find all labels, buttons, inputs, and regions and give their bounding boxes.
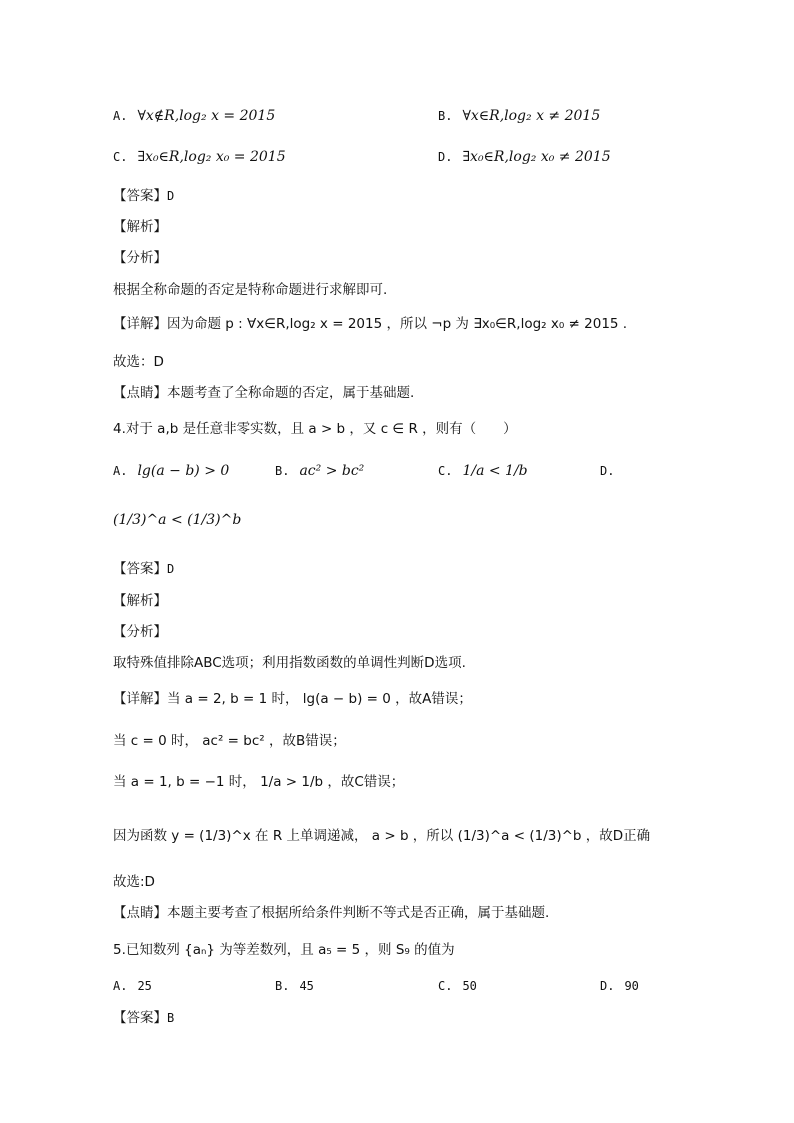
q5-option-c: C. 50 <box>438 979 477 993</box>
q3-answer: 【答案】D <box>113 188 175 204</box>
q4-fenxi-heading: 【分析】 <box>113 624 167 640</box>
q3-option-b-formula: ∀x∈R,log₂ x ≠ 2015 <box>462 108 601 124</box>
q4-dianjing: 【点睛】本题主要考查了根据所给条件判断不等式是否正确，属于基础题. <box>113 905 550 921</box>
q3-fenxi-heading: 【分析】 <box>113 250 167 266</box>
q3-dianjing: 【点睛】本题考查了全称命题的否定，属于基础题. <box>113 385 415 401</box>
q4-fenxi-text: 取特殊值排除ABC选项；利用指数函数的单调性判断D选项. <box>113 655 466 671</box>
q4-xiangjie-line3: 当 a = 1, b = −1 时， 1/a > 1/b ，故C错误； <box>113 774 405 790</box>
q4-option-d: (1/3)^a < (1/3)^b <box>113 512 242 528</box>
q4-option-b: B. ac² > bc² <box>275 463 365 479</box>
q3-option-c: C. ∃x₀∈R,log₂ x₀ = 2015 <box>113 149 286 165</box>
q3-option-b: B. ∀x∈R,log₂ x ≠ 2015 <box>438 108 601 124</box>
q4-option-a: A. lg(a − b) > 0 <box>113 463 230 479</box>
q5-option-d: D. 90 <box>600 979 639 993</box>
q4-xiangjie-line4: 因为函数 y = (1/3)^x 在 R 上单调递减， a > b ，所以 (1/3)^a < (1/3)^b ，故D正确 <box>113 828 651 844</box>
q4-xiangjie-line1: 【详解】当 a = 2, b = 1 时， lg(a − b) = 0 ，故A错误； <box>113 691 472 707</box>
q4-stem: 4.对于 a,b 是任意非零实数，且 a > b ，又 c ∈ R ，则有（ ） <box>113 421 517 437</box>
q5-option-a: A. 25 <box>113 979 152 993</box>
q5-stem: 5.已知数列 {aₙ} 为等差数列，且 a₅ = 5 ，则 S₉ 的值为 <box>113 942 455 958</box>
q3-option-d: D. ∃x₀∈R,log₂ x₀ ≠ 2015 <box>438 149 611 165</box>
q4-xiangjie-line2: 当 c = 0 时， ac² = bc² ，故B错误； <box>113 733 346 749</box>
q3-option-a: A. ∀x∉R,log₂ x = 2015 <box>113 108 276 124</box>
q3-fenxi-text: 根据全称命题的否定是特称命题进行求解即可. <box>113 282 388 298</box>
q4-option-c: C. 1/a < 1/b <box>438 463 528 479</box>
q4-answer: 【答案】D <box>113 561 175 577</box>
q5-option-b: B. 45 <box>275 979 314 993</box>
q3-xiangjie: 【详解】因为命题 p : ∀x∈R,log₂ x = 2015 ，所以 ¬p 为 ∃x₀∈R,log₂ x₀ ≠ 2015 . <box>113 316 628 332</box>
q3-guxuan: 故选：D <box>113 354 164 370</box>
q4-jiexi-heading: 【解析】 <box>113 593 167 609</box>
q4-guxuan: 故选:D <box>113 874 155 890</box>
q3-option-a-formula: ∀x∉R,log₂ x = 2015 <box>137 108 276 124</box>
q3-option-c-formula: ∃x₀∈R,log₂ x₀ = 2015 <box>137 149 286 165</box>
q3-jiexi-heading: 【解析】 <box>113 219 167 235</box>
q5-answer: 【答案】B <box>113 1010 175 1026</box>
q3-option-d-formula: ∃x₀∈R,log₂ x₀ ≠ 2015 <box>462 149 611 165</box>
q4-option-d-label: D. <box>600 464 615 478</box>
